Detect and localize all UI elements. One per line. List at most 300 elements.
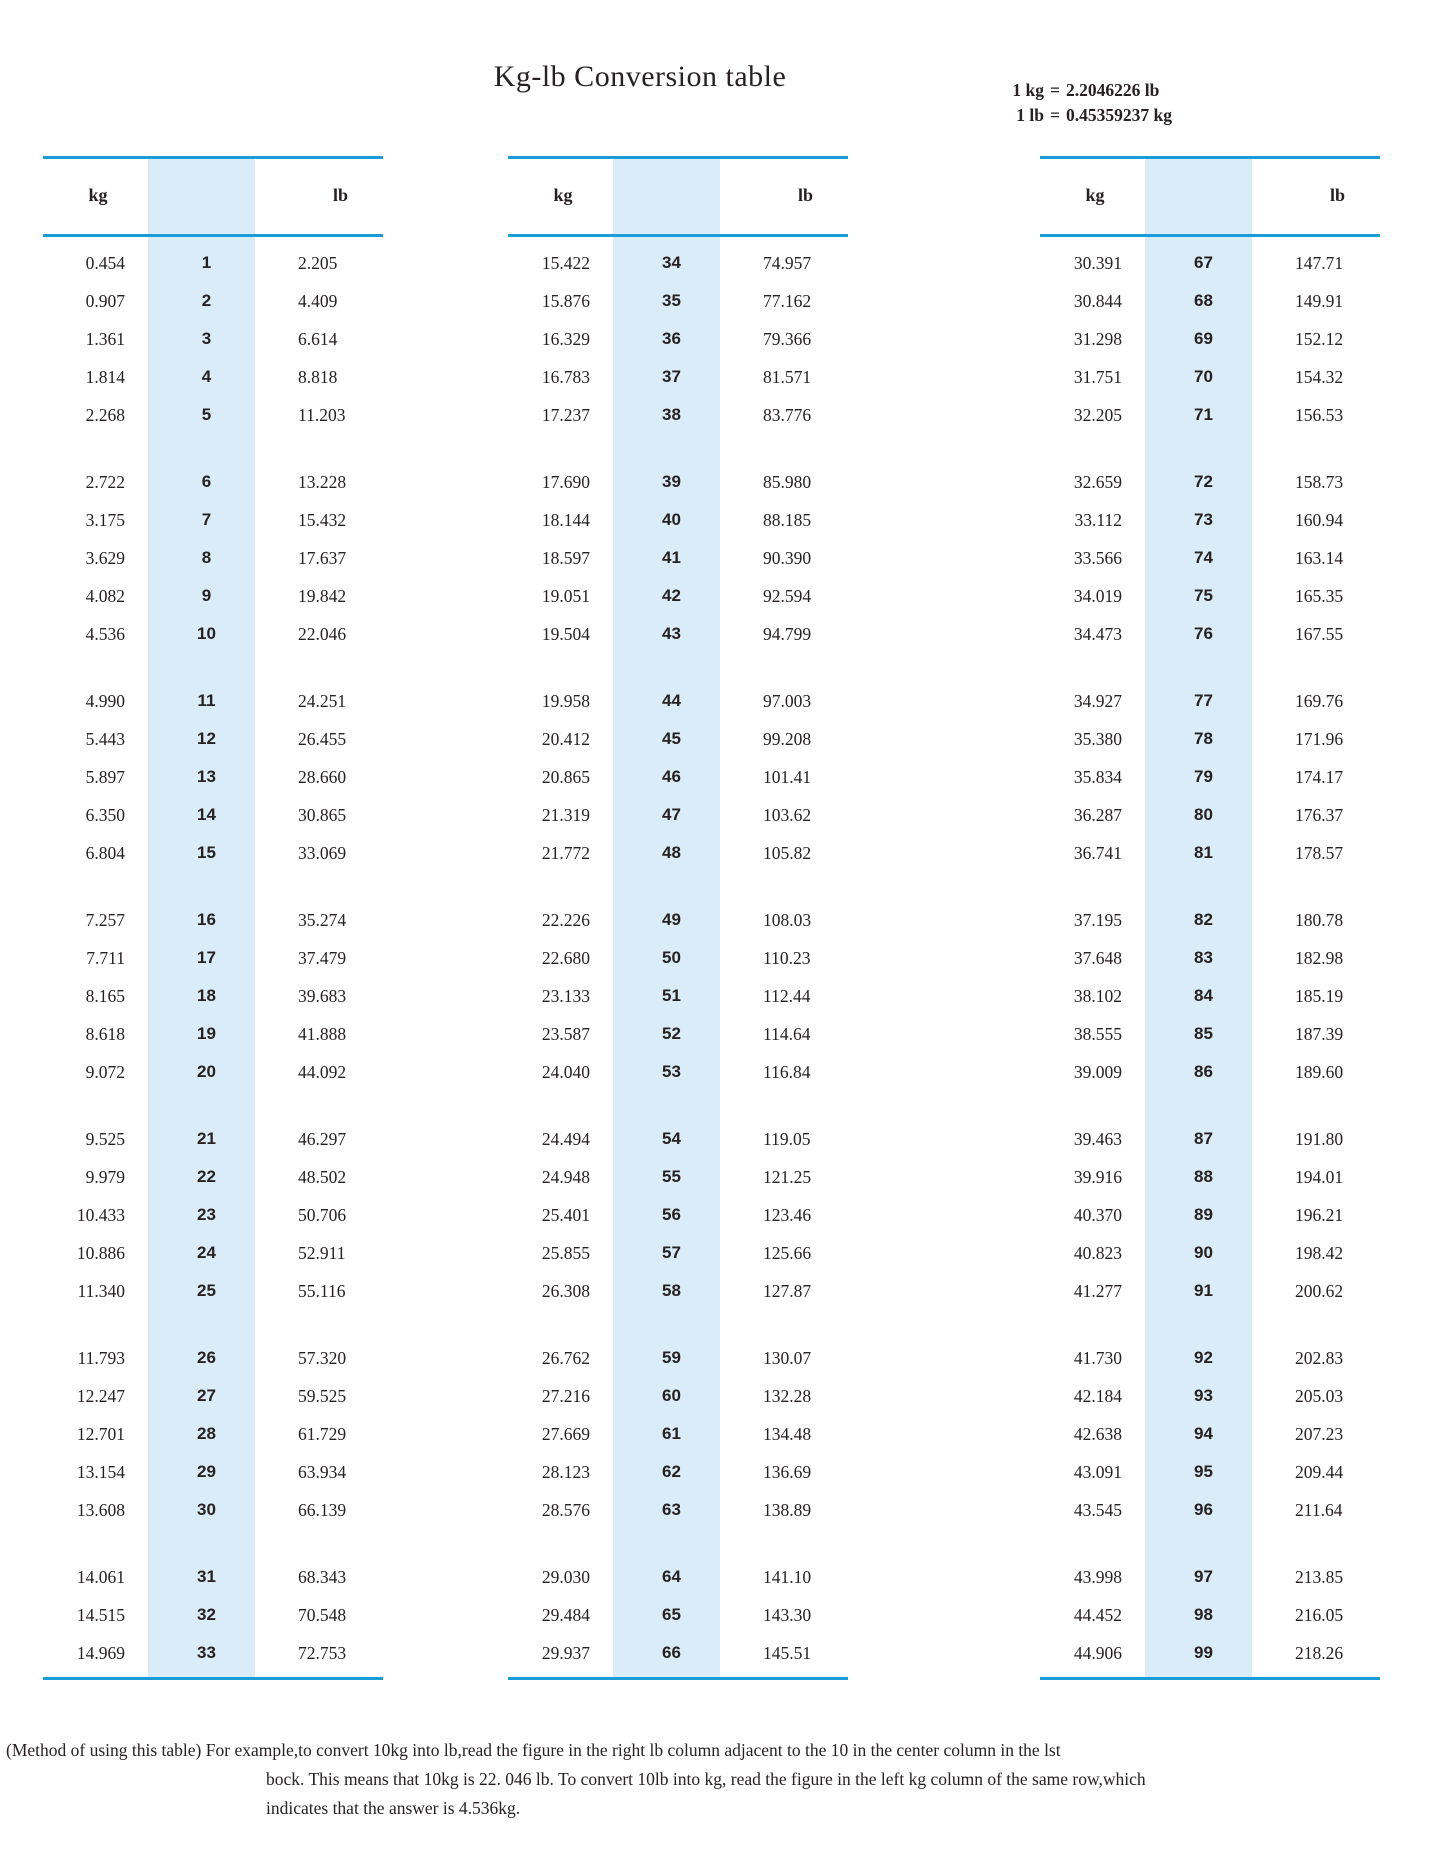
- top-rule: [1040, 156, 1380, 159]
- block-gap: [1040, 1529, 1380, 1558]
- integer-value: 33: [197, 1643, 216, 1662]
- kg-value: 7.711: [86, 947, 125, 968]
- table-row: [508, 244, 848, 282]
- integer-value: 74: [1194, 548, 1213, 567]
- header-rule: [508, 234, 848, 237]
- lb-value: 165.35: [1295, 585, 1344, 606]
- integer-value: 81: [1194, 843, 1213, 862]
- table-row: [43, 539, 383, 577]
- kg-value: 17.237: [541, 404, 590, 425]
- lb-value: 176.37: [1295, 804, 1344, 825]
- table-row: [508, 834, 848, 872]
- top-rule: [43, 156, 383, 159]
- integer-value: 97: [1194, 1567, 1213, 1586]
- kg-value: 8.165: [85, 985, 125, 1006]
- integer-value: 51: [662, 986, 681, 1005]
- block-gap: [43, 1529, 383, 1558]
- table-row: [43, 834, 383, 872]
- bottom-rule: [508, 1677, 848, 1680]
- table-row: [43, 1377, 383, 1415]
- lb-value: 52.911: [298, 1242, 346, 1263]
- table-row: [508, 939, 848, 977]
- integer-value: 37: [662, 367, 681, 386]
- kg-value: 23.587: [541, 1023, 590, 1044]
- kg-value: 28.576: [541, 1499, 590, 1520]
- table-group-1: [43, 156, 383, 1680]
- table-row: [508, 1596, 848, 1634]
- usage-note-line: (Method of using this table) For example,to convert 10kg into lb,read the figure in the right lb column adjacent to the 10 in the center column in the lst: [6, 1740, 1061, 1760]
- lb-value: 94.799: [763, 623, 812, 644]
- integer-value: 96: [1194, 1500, 1213, 1519]
- integer-value: 45: [662, 729, 681, 748]
- table-row: [508, 1634, 848, 1672]
- lb-value: 97.003: [763, 690, 812, 711]
- kg-value: 28.123: [541, 1461, 590, 1482]
- integer-value: 44: [662, 691, 681, 710]
- lb-value: 152.12: [1295, 328, 1344, 349]
- lb-value: 116.84: [763, 1061, 811, 1082]
- kg-value: 24.948: [541, 1166, 590, 1187]
- table-row: [43, 1596, 383, 1634]
- block-gap: [1040, 1091, 1380, 1120]
- table-row: [508, 615, 848, 653]
- integer-value: 47: [662, 805, 681, 824]
- table-rows: [43, 237, 383, 1672]
- table-row: [43, 320, 383, 358]
- table-row: [43, 939, 383, 977]
- table-row: [508, 1377, 848, 1415]
- lb-value: 8.818: [298, 366, 338, 387]
- integer-value: 50: [662, 948, 681, 967]
- table-row: [508, 1558, 848, 1596]
- integer-value: 8: [201, 548, 212, 567]
- integer-value: 72: [1194, 472, 1213, 491]
- kg-value: 41.730: [1073, 1347, 1122, 1368]
- lb-value: 207.23: [1295, 1423, 1344, 1444]
- kg-value: 26.762: [541, 1347, 590, 1368]
- kg-value: 21.772: [541, 842, 590, 863]
- table-row: [1040, 1158, 1380, 1196]
- kg-value: 34.473: [1073, 623, 1122, 644]
- table-row: [508, 1234, 848, 1272]
- lb-value: 59.525: [298, 1385, 347, 1406]
- lb-value: 138.89: [763, 1499, 812, 1520]
- kg-value: 35.834: [1073, 766, 1122, 787]
- integer-value: 35: [662, 291, 681, 310]
- integer-value: 68: [1194, 291, 1213, 310]
- table-row: [1040, 577, 1380, 615]
- integer-value: 58: [662, 1281, 681, 1300]
- lb-value: 213.85: [1295, 1566, 1344, 1587]
- table-row: [1040, 796, 1380, 834]
- integer-value: 30: [197, 1500, 216, 1519]
- table-row: [43, 1339, 383, 1377]
- integer-value: 46: [662, 767, 681, 786]
- integer-value: 4: [201, 367, 212, 386]
- kg-value: 30.391: [1073, 252, 1122, 273]
- integer-value: 55: [662, 1167, 681, 1186]
- table-row: [1040, 939, 1380, 977]
- integer-value: 13: [197, 767, 216, 786]
- lb-value: 30.865: [298, 804, 347, 825]
- table-row: [43, 796, 383, 834]
- lb-value: 158.73: [1295, 471, 1344, 492]
- integer-value: 75: [1194, 586, 1213, 605]
- lb-value: 77.162: [763, 290, 812, 311]
- table-row: [1040, 1053, 1380, 1091]
- kg-value: 34.019: [1073, 585, 1122, 606]
- integer-value: 43: [662, 624, 681, 643]
- lb-value: 63.934: [298, 1461, 347, 1482]
- integer-value: 2: [201, 291, 212, 310]
- kg-value: 26.308: [541, 1280, 590, 1301]
- integer-value: 25: [197, 1281, 216, 1300]
- usage-note: [6, 1736, 1448, 1823]
- kg-value: 11.793: [77, 1347, 125, 1368]
- integer-value: 65: [662, 1605, 681, 1624]
- lb-value: 37.479: [298, 947, 347, 968]
- table-row: [1040, 358, 1380, 396]
- table-row: [1040, 244, 1380, 282]
- table-row: [508, 901, 848, 939]
- lb-value: 108.03: [763, 909, 812, 930]
- table-row: [508, 682, 848, 720]
- lb-value: 68.343: [298, 1566, 347, 1587]
- lb-value: 147.71: [1295, 252, 1344, 273]
- integer-value: 42: [662, 586, 681, 605]
- lb-value: 41.888: [298, 1023, 347, 1044]
- kg-value: 17.690: [541, 471, 590, 492]
- conversion-factors: [1000, 78, 1172, 128]
- lb-value: 50.706: [298, 1204, 347, 1225]
- integer-value: 95: [1194, 1462, 1213, 1481]
- integer-value: 9: [201, 586, 212, 605]
- kg-value: 43.091: [1073, 1461, 1122, 1482]
- kg-value: 40.370: [1073, 1204, 1122, 1225]
- usage-note-line: indicates that the answer is 4.536kg.: [266, 1798, 521, 1818]
- integer-value: 73: [1194, 510, 1213, 529]
- lb-value: 39.683: [298, 985, 347, 1006]
- lb-value: 136.69: [763, 1461, 812, 1482]
- kg-value: 9.979: [85, 1166, 125, 1187]
- table-row: [43, 1272, 383, 1310]
- table-row: [43, 758, 383, 796]
- block-gap: [1040, 434, 1380, 463]
- lb-value: 26.455: [298, 728, 347, 749]
- lb-value: 13.228: [298, 471, 347, 492]
- table-row: [508, 320, 848, 358]
- kg-value: 13.154: [76, 1461, 125, 1482]
- lb-value: 134.48: [763, 1423, 812, 1444]
- block-gap: [508, 1310, 848, 1339]
- kg-value: 14.515: [76, 1604, 125, 1625]
- table-row: [1040, 1339, 1380, 1377]
- lb-value: 19.842: [298, 585, 347, 606]
- integer-value: 1: [201, 253, 212, 272]
- integer-value: 15: [197, 843, 216, 862]
- kg-value: 25.855: [541, 1242, 590, 1263]
- block-gap: [508, 1529, 848, 1558]
- table-row: [43, 396, 383, 434]
- lb-value: 35.274: [298, 909, 347, 930]
- lb-value: 99.208: [763, 728, 812, 749]
- lb-value: 110.23: [763, 947, 811, 968]
- kg-value: 32.205: [1073, 404, 1122, 425]
- lb-value: 160.94: [1295, 509, 1344, 530]
- lb-value: 114.64: [763, 1023, 811, 1044]
- lb-value: 154.32: [1295, 366, 1344, 387]
- equals-sign: =: [1050, 80, 1060, 100]
- integer-value: 60: [662, 1386, 681, 1405]
- kg-value: 36.741: [1073, 842, 1122, 863]
- lb-value: 174.17: [1295, 766, 1344, 787]
- kg-value: 6.350: [85, 804, 125, 825]
- lb-value: 2.205: [298, 252, 338, 273]
- block-gap: [43, 653, 383, 682]
- lb-value: 121.25: [763, 1166, 812, 1187]
- lb-column-header: lb: [797, 184, 813, 205]
- table-row: [43, 358, 383, 396]
- kg-value: 25.401: [541, 1204, 590, 1225]
- integer-value: 57: [662, 1243, 681, 1262]
- equals-sign: =: [1050, 105, 1060, 125]
- table-row: [1040, 539, 1380, 577]
- integer-value: 17: [197, 948, 216, 967]
- table-row: [1040, 463, 1380, 501]
- kg-value: 16.783: [541, 366, 590, 387]
- kg-value: 29.937: [541, 1642, 590, 1663]
- integer-value: 53: [662, 1062, 681, 1081]
- kg-value: 43.998: [1073, 1566, 1122, 1587]
- integer-value: 5: [201, 405, 212, 424]
- table-row: [508, 1272, 848, 1310]
- kg-value: 38.555: [1073, 1023, 1122, 1044]
- lb-value: 103.62: [763, 804, 812, 825]
- table-row: [508, 1415, 848, 1453]
- kg-value: 31.298: [1073, 328, 1122, 349]
- table-row: [43, 720, 383, 758]
- kg-value: 8.618: [85, 1023, 125, 1044]
- kg-value: 43.545: [1073, 1499, 1122, 1520]
- bottom-rule: [1040, 1677, 1380, 1680]
- lb-value: 17.637: [298, 547, 347, 568]
- table-row: [508, 1053, 848, 1091]
- integer-value: 69: [1194, 329, 1213, 348]
- table-row: [43, 1196, 383, 1234]
- table-group-3: [1040, 156, 1380, 1680]
- integer-value: 49: [662, 910, 681, 929]
- table-row: [43, 1415, 383, 1453]
- integer-value: 85: [1194, 1024, 1213, 1043]
- table-row: [43, 1234, 383, 1272]
- integer-value: 32: [197, 1605, 216, 1624]
- kg-value: 42.638: [1073, 1423, 1122, 1444]
- lb-value: 169.76: [1295, 690, 1344, 711]
- usage-note-line: bock. This means that 10kg is 22. 046 lb. To convert 10lb into kg, read the figure in the left kg column of the same row,which: [266, 1769, 1146, 1789]
- kg-value: 33.566: [1073, 547, 1122, 568]
- table-row: [1040, 1596, 1380, 1634]
- kg-value: 37.648: [1073, 947, 1122, 968]
- integer-value: 11: [197, 691, 216, 710]
- kg-value: 21.319: [541, 804, 590, 825]
- table-row: [508, 577, 848, 615]
- kg-value: 29.030: [541, 1566, 590, 1587]
- integer-value: 16: [197, 910, 216, 929]
- kg-value: 19.051: [541, 585, 590, 606]
- kg-value: 29.484: [541, 1604, 590, 1625]
- lb-value: 125.66: [763, 1242, 812, 1263]
- lb-value: 191.80: [1295, 1128, 1344, 1149]
- kg-value: 24.040: [541, 1061, 590, 1082]
- lb-value: 141.10: [763, 1566, 812, 1587]
- lb-value: 127.87: [763, 1280, 812, 1301]
- integer-value: 61: [662, 1424, 681, 1443]
- table-row: [1040, 1377, 1380, 1415]
- lb-value: 211.64: [1295, 1499, 1343, 1520]
- integer-value: 12: [197, 729, 216, 748]
- lb-value: 81.571: [763, 366, 812, 387]
- kg-value: 0.454: [85, 252, 125, 273]
- integer-value: 31: [197, 1567, 216, 1586]
- table-row: [43, 1491, 383, 1529]
- integer-value: 90: [1194, 1243, 1213, 1262]
- table-row: [43, 501, 383, 539]
- kg-value: 2.722: [85, 471, 125, 492]
- table-row: [43, 244, 383, 282]
- integer-value: 14: [197, 805, 216, 824]
- lb-value: 187.39: [1295, 1023, 1344, 1044]
- kg-value: 44.452: [1073, 1604, 1122, 1625]
- kg-column-header: kg: [1085, 184, 1105, 205]
- integer-value: 62: [662, 1462, 681, 1481]
- table-row: [508, 501, 848, 539]
- kg-to-lb-factor: [1000, 78, 1172, 103]
- block-gap: [508, 1091, 848, 1120]
- integer-value: 98: [1194, 1605, 1213, 1624]
- block-gap: [43, 1310, 383, 1339]
- integer-value: 36: [662, 329, 681, 348]
- lb-value: 132.28: [763, 1385, 812, 1406]
- lb-value: 198.42: [1295, 1242, 1344, 1263]
- table-row: [1040, 1120, 1380, 1158]
- kg-value: 39.916: [1073, 1166, 1122, 1187]
- factor-unit: 1 lb: [1016, 105, 1044, 125]
- kg-value: 44.906: [1073, 1642, 1122, 1663]
- lb-value: 112.44: [763, 985, 811, 1006]
- lb-value: 189.60: [1295, 1061, 1344, 1082]
- kg-value: 0.907: [85, 290, 125, 311]
- table-row: [1040, 720, 1380, 758]
- integer-value: 19: [197, 1024, 216, 1043]
- lb-value: 143.30: [763, 1604, 812, 1625]
- lb-value: 85.980: [763, 471, 812, 492]
- table-row: [43, 577, 383, 615]
- table-row: [508, 796, 848, 834]
- integer-value: 80: [1194, 805, 1213, 824]
- integer-value: 94: [1194, 1424, 1213, 1443]
- kg-value: 19.504: [541, 623, 590, 644]
- lb-value: 156.53: [1295, 404, 1344, 425]
- integer-value: 77: [1194, 691, 1213, 710]
- table-row: [508, 358, 848, 396]
- lb-value: 33.069: [298, 842, 347, 863]
- kg-value: 39.463: [1073, 1128, 1122, 1149]
- table-row: [508, 1491, 848, 1529]
- kg-value: 32.659: [1073, 471, 1122, 492]
- table-row: [43, 463, 383, 501]
- block-gap: [43, 1091, 383, 1120]
- lb-value: 209.44: [1295, 1461, 1344, 1482]
- lb-value: 79.366: [763, 328, 812, 349]
- table-row: [1040, 1491, 1380, 1529]
- integer-value: 21: [197, 1129, 216, 1148]
- block-gap: [1040, 872, 1380, 901]
- lb-value: 90.390: [763, 547, 812, 568]
- integer-value: 99: [1194, 1643, 1213, 1662]
- block-gap: [508, 872, 848, 901]
- factor-value: 2.2046226 lb: [1066, 80, 1160, 100]
- kg-value: 16.329: [541, 328, 590, 349]
- kg-value: 36.287: [1073, 804, 1122, 825]
- kg-value: 23.133: [541, 985, 590, 1006]
- integer-value: 76: [1194, 624, 1213, 643]
- kg-value: 10.886: [76, 1242, 125, 1263]
- kg-value: 27.669: [541, 1423, 590, 1444]
- kg-value: 22.226: [541, 909, 590, 930]
- lb-column-header: lb: [1329, 184, 1345, 205]
- table-row: [1040, 1196, 1380, 1234]
- integer-value: 34: [662, 253, 681, 272]
- lb-value: 83.776: [763, 404, 812, 425]
- table-row: [1040, 1453, 1380, 1491]
- integer-value: 70: [1194, 367, 1213, 386]
- lb-value: 130.07: [763, 1347, 812, 1368]
- lb-value: 185.19: [1295, 985, 1344, 1006]
- integer-value: 52: [662, 1024, 681, 1043]
- kg-value: 10.433: [76, 1204, 125, 1225]
- integer-value: 87: [1194, 1129, 1213, 1148]
- kg-value: 24.494: [541, 1128, 590, 1149]
- kg-value: 41.277: [1073, 1280, 1122, 1301]
- table-row: [1040, 282, 1380, 320]
- lb-value: 74.957: [763, 252, 812, 273]
- table-row: [1040, 1558, 1380, 1596]
- integer-value: 29: [197, 1462, 216, 1481]
- table-row: [508, 396, 848, 434]
- lb-value: 101.41: [763, 766, 812, 787]
- lb-value: 171.96: [1295, 728, 1344, 749]
- table-row: [1040, 1415, 1380, 1453]
- integer-value: 64: [662, 1567, 681, 1586]
- factor-unit: 1 kg: [1012, 80, 1044, 100]
- integer-value: 20: [197, 1062, 216, 1081]
- lb-value: 61.729: [298, 1423, 347, 1444]
- integer-value: 41: [662, 548, 681, 567]
- lb-value: 66.139: [298, 1499, 347, 1520]
- table-row: [508, 720, 848, 758]
- lb-value: 218.26: [1295, 1642, 1344, 1663]
- lb-value: 196.21: [1295, 1204, 1344, 1225]
- lb-value: 22.046: [298, 623, 347, 644]
- integer-value: 88: [1194, 1167, 1213, 1186]
- integer-value: 18: [197, 986, 216, 1005]
- table-row: [508, 1453, 848, 1491]
- integer-value: 38: [662, 405, 681, 424]
- integer-value: 71: [1194, 405, 1213, 424]
- kg-value: 1.361: [85, 328, 125, 349]
- integer-value: 86: [1194, 1062, 1213, 1081]
- integer-value: 79: [1194, 767, 1213, 786]
